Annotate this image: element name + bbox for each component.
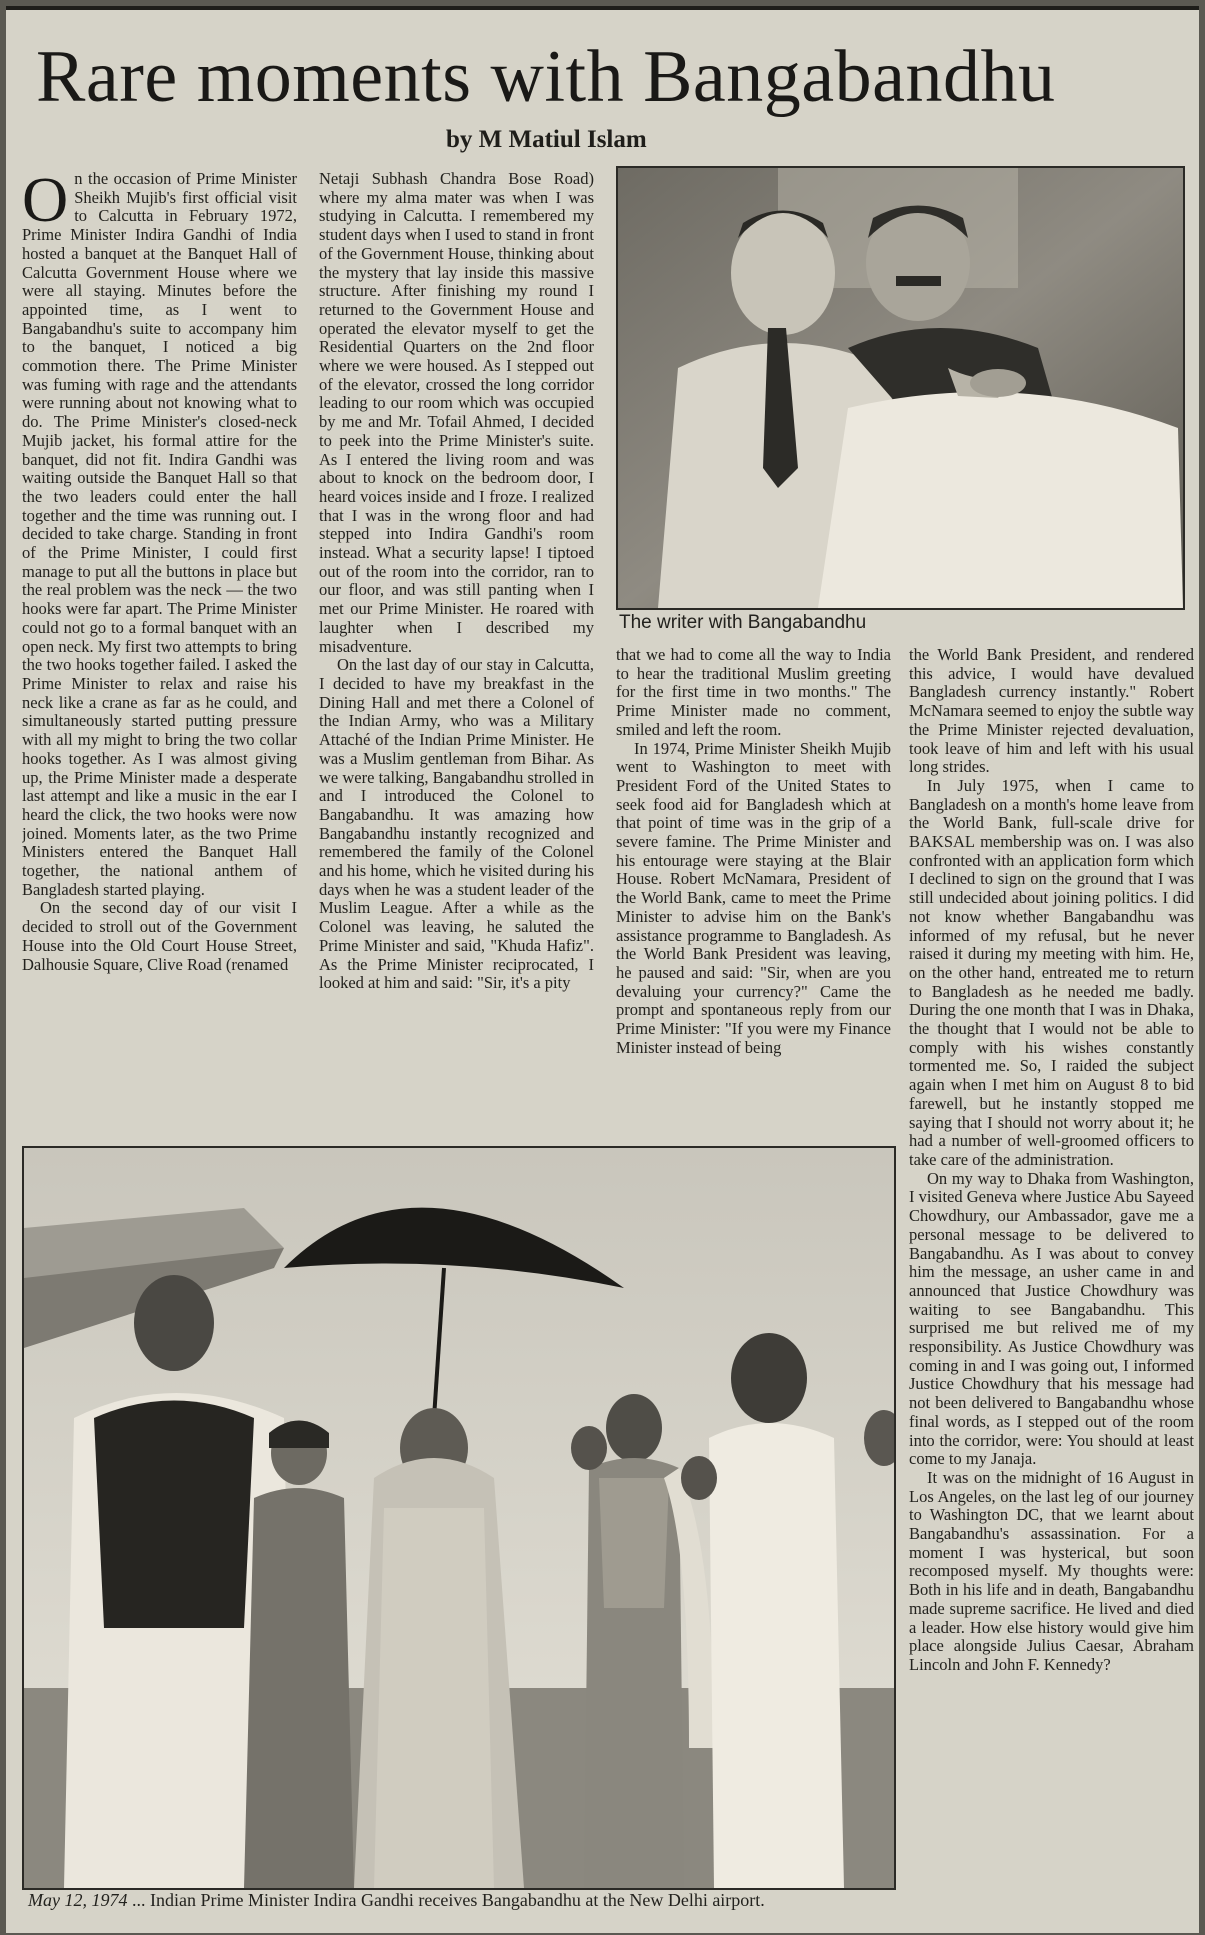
column-2-paragraph-1: Netaji Subhash Chandra Bose Road) where my alma mater was when I was studying in Calcutta. I remembered my student days when I used to stand in front of the Government House, thinking about the mystery that lay inside this massive structure. After finishing my round I returned to the Government House and operated the elevator myself to get the Residential Quarters on the 2nd floor where we were housed. As I stepped out of the elevator, crossed the long corridor leading to our room which was occupied by me and Mr. Tofail Ahmed, I decided to peek into the Prime Minister's suite. As I entered the living room and was about to knock on the bedroom door, I heard voices inside and I froze. I realized that I was in the wrong floor and had stepped into Indira Gandhi's room instead. What a security lapse! I tiptoed out of the room into the corridor, ran to our floor, and was still panting when I met our Prime Minister. He roared with laughter when I described my misadventure. bbox=[319, 170, 594, 656]
article-column-2 bbox=[319, 170, 594, 1145]
column-1-paragraph-1-text: n the occasion of Prime Minister Sheikh Mujib's first official visit to Calcutta in February 1972, Prime Minister Indira Gandhi of India hosted a banquet at the Banquet Hall of Calcutta Government House where we were all staying. Minutes before the appointed time, as I went to Bangabandhu's suite to accompany him to the banquet, I noticed a big commotion there. The Prime Minister was fuming with rage and the attendants were running about not knowing what to do. The Prime Minister's closed-neck Mujib jacket, his formal attire for the banquet, did not fit. Indira Gandhi was waiting outside the Banquet Hall so that the two leaders could enter the hall together and the time was running out. I decided to take charge. Standing in front of the Prime Minister, I could first manage to put all the buttons in place but the real problem was the neck — the two hooks were far apart. The Prime Minister could not go to a formal banquet with an open neck. My first two attempts to bring the two hooks together failed. I asked the Prime Minister to relax and raise his neck like a crane as far as he could, and simultaneously started putting pressure with all my might to bring the two collar hooks together. As I was almost giving up, the Prime Minister made a desperate last attempt and like a music in the ear I heard the click, the two hooks were now joined. Moments later, as the two Prime Ministers entered the Banquet Hall together, the national anthem of Bangladesh started playing. bbox=[22, 170, 297, 899]
column-3-paragraph-2: In 1974, Prime Minister Sheikh Mujib went to Washington to meet with President Ford of the United States to seek food aid for Bangladesh which at that point of time was in the grip of a severe famine. The Prime Minister and his entourage were staying at the Blair House. Robert McNamara, President of the World Bank, came to meet the Prime Minister to advise him on the Bank's assistance programme to Bangladesh. As the World Bank President was leaving, he paused and said: "Sir, when are you devaluing your currency?" Came the prompt and spontaneous reply from our Prime Minister: "If you were my Finance Minister instead of being bbox=[616, 738, 891, 1057]
column-4-paragraph-2: In July 1975, when I came to Bangladesh on a month's home leave from the World Bank, full-scale drive for BAKSAL membership was on. I was also confronted with an application form which I declined to sign on the ground that I was still undecided about joining politics. I did not know whether Bangabandhu was informed of my refusal, but he never raised it during my meeting with him. He, on the other hand, entreated me to return to Bangladesh as he needed me badly. During the one month that I was in Dhaka, the thought that I would not be able to comply with his wishes constantly tormented me. So, I raided the subject again when I met him on August 8 to bid farewell, but he instantly stopped me saying that I should not worry about it; he had a number of well-groomed officers to take care of the administration. bbox=[909, 775, 1194, 1169]
column-1-paragraph-1 bbox=[22, 170, 297, 899]
article-column-1 bbox=[22, 170, 297, 1145]
photo-2-caption-date: May 12, 1974 bbox=[28, 1890, 128, 1910]
column-4-paragraph-3: On my way to Dhaka from Washington, I visited Geneva where Justice Abu Sayeed Chowdhury, our Ambassador, gave me a personal message to be delivered to Bangabandhu. As I was about to convey him the message, an usher came in and announced that Justice Chowdhury was waiting to see Bangabandhu. This surprised me but relived me of my responsibility. As Justice Chowdhury was coming in and I was going out, I informed Justice Chowdhury that his message had not been delivered to Bangabandhu whose final words, as I stepped out of the room into the corridor, were: You should at least come to my Janaja. bbox=[909, 1168, 1194, 1469]
photo-1-caption: The writer with Bangabandhu bbox=[619, 612, 867, 633]
photo-writer-with-bangabandhu bbox=[616, 166, 1185, 610]
photo-new-delhi-airport bbox=[22, 1146, 896, 1890]
newspaper-page bbox=[6, 6, 1199, 1933]
article-column-3 bbox=[616, 646, 891, 1144]
article-column-4 bbox=[909, 646, 1194, 1921]
photo-2-caption bbox=[28, 1890, 898, 1910]
headline: Rare moments with Bangabandhu bbox=[36, 36, 1056, 118]
drop-cap: O bbox=[22, 170, 69, 235]
photo-2-illustration bbox=[24, 1148, 894, 1888]
column-4-paragraph-1: the World Bank President, and rendered this advice, I would have devalued Bangladesh currency instantly." Robert McNamara seemed to enjoy the subtle way the Prime Minister rejected devaluation, took leave of him and left with his usual long strides. bbox=[909, 646, 1194, 777]
photo-1-illustration bbox=[618, 168, 1183, 608]
column-1-paragraph-2: On the second day of our visit I decided to stroll out of the Government House into the Old Court House Street, Dalhousie Square, Clive Road (renamed bbox=[22, 898, 297, 974]
column-2-paragraph-2: On the last day of our stay in Calcutta, I decided to have my breakfast in the Dining Hall and met there a Colonel of the Indian Army, who was a Military Attaché of the Indian Prime Minister. He was a Muslim gentleman from Bihar. As we were talking, Bangabandhu strolled in and I introduced the Colonel to Bangabandhu. It was amazing how Bangabandhu instantly recognized and remembered the family of the Colonel and his home, which he visited during his days when he was a student leader of the Muslim League. After a while as the Colonel was leaving, he saluted the Prime Minister and said, "Khuda Hafiz". As the Prime Minister reciprocated, I looked at him and said: "Sir, it's a pity bbox=[319, 655, 594, 993]
photo-2-caption-text: ... Indian Prime Minister Indira Gandhi receives Bangabandhu at the New Delhi airport. bbox=[131, 1890, 765, 1910]
column-4-paragraph-4: It was on the midnight of 16 August in Los Angeles, on the last leg of our journey to Washington DC, that we learnt about Bangabandhu's assassination. For a moment I was hysterical, but soon recomposed myself. My thoughts were: Both in his life and in death, Bangabandhu made supreme sacrifice. He lived and died a leader. How else history would give him place alongside Julius Caesar, Abraham Lincoln and John F. Kennedy? bbox=[909, 1467, 1194, 1674]
column-3-paragraph-1: that we had to come all the way to India to hear the traditional Muslim greeting for the first time in two months." The Prime Minister made no comment, smiled and left the room. bbox=[616, 646, 891, 739]
byline: by M Matiul Islam bbox=[446, 126, 647, 153]
